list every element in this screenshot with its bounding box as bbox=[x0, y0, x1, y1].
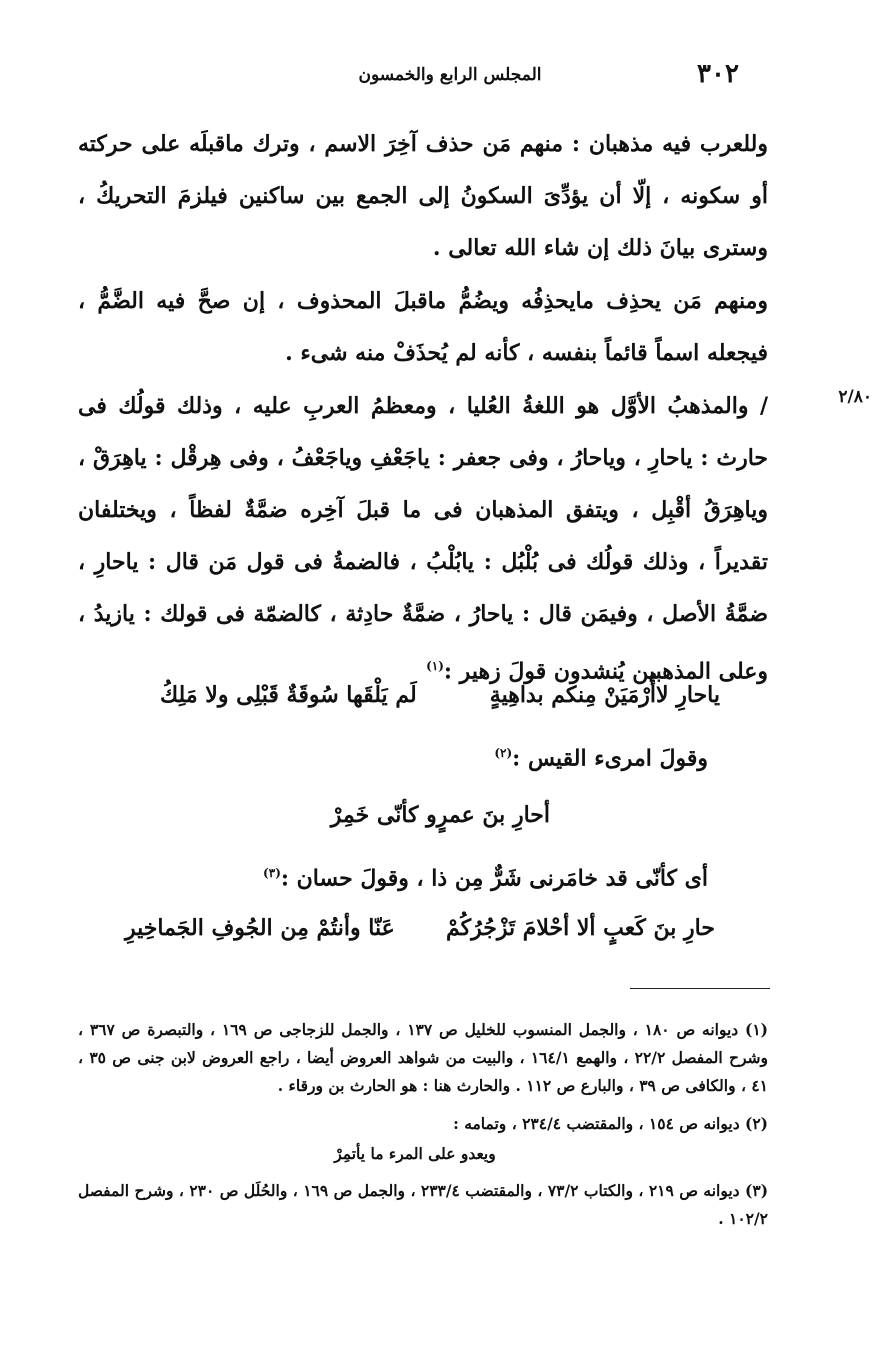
footnote-2-verse: ويعدو على المرء ما يأتمِرْ bbox=[334, 1144, 496, 1163]
page-number: ٣٠٢ bbox=[697, 59, 739, 89]
verse-intro-hassan bbox=[78, 848, 708, 903]
verse-second-hemistich: لَم يَلْقَها سُوقَةٌ قَبْلِى ولا مَلِكُ bbox=[160, 682, 417, 708]
paragraph-1: وللعرب فيه مذهبان : منهم مَن حذف آخِرَ الاسم ، وترك ماقبلَه على حركته أو سكونه ، إلّا أن يؤدِّىَ السكونُ إلى الجمع بين ساكنين فيلزمَ التحريكُ ، وسترى بيانَ ذلك إن شاء الله تعالى . bbox=[78, 131, 768, 261]
verse-imru-al-qais: أحارِ بنَ عمرٍو كأنّى خَمِرْ bbox=[330, 802, 550, 828]
footnote-marker-3: (٣) bbox=[263, 866, 281, 880]
verse-second-hemistich: عَنّا وأنتُمْ مِن الجُوفِ الجَماخِيرِ bbox=[125, 915, 395, 941]
verse-intro-text: وقولَ امرىء القيس : bbox=[512, 745, 708, 772]
footnote-2: (٢) ديوانه ص ١٥٤ ، والمقتضب ٢٣٤/٤ ، وتمامه : bbox=[453, 1114, 768, 1133]
footnote-marker-1: (١) bbox=[426, 659, 444, 673]
paragraph-3 bbox=[78, 380, 768, 697]
footnote-marker-2: (٢) bbox=[494, 746, 513, 760]
margin-reference: ٢/٨٠ bbox=[838, 387, 872, 407]
footnote-1: (١) ديوانه ص ١٨٠ ، والجمل المنسوب للخليل ص ١٣٧ ، والجمل للزجاجى ص ١٦٩ ، والتبصرة ص ٣٦٧ ، وشرح المفصل ٢٢/٢ ، والهمع ١٦٤/١ ، والبيت من شواهد العروض أيضا ، راجع العروض لابن جنى ص ٣٥ ، ٤١ ، والكافى ص ٣٩ ، والبارع ص ١١٢ . والحارث هنا : هو الحارث بن ورقاء . bbox=[78, 1020, 768, 1095]
verse-intro-imru-al-qais bbox=[78, 728, 708, 783]
running-title: المجلس الرابع والخمسون bbox=[358, 65, 542, 85]
verse-first-hemistich: ياحارِ لاأُرْمَيَنْ مِنكم بداهِيةٍ bbox=[489, 682, 720, 708]
paragraph-3-text: / والمذهبُ الأوَّل هو اللغةُ العُليا ، ومعظمُ العربِ عليه ، وذلك قولُك فى حارث : ياحارِ ، وياحارُ ، وفى جعفر : ياجَعْفِ وياجَعْفُ ، وفى هِرقْل : ياهِرَقْ ، وياهِرَقُ أقْبِل ، ويتفق المذهبان فى ما قبلَ آخِره ضمَّةٌ لفظاً ، ويختلفان تقديراً ، وذلك قولُك فى بُلْبُل : يابُلْبُ ، فالضمةُ فى قول مَن قال : ياحارِ ، ضمَّةُ الأصل ، وفيمَن قال : ياحارُ ، ضمَّةٌ حادِثة ، كالضمّة فى قولك : يازيدُ ، وعلى المذهبين يُنشدون قولَ زهير : bbox=[78, 393, 768, 685]
footnote-divider bbox=[630, 988, 770, 989]
verse-first-hemistich: حارِ بنَ كَعبٍ ألا أحْلامَ تَزْجُرُكُمْ bbox=[445, 915, 715, 941]
verse-intro-text: أى كأنّى قد خامَرنى شَرٌّ مِن ذا ، وقولَ حسان : bbox=[280, 865, 708, 892]
paragraph-2: ومنهم مَن يحذِف مايحذِفُه ويضُمُّ ماقبلَ المحذوف ، إن صحَّ فيه الضَّمُّ ، فيجعله اسماً قائماً بنفسه ، كأنه لم يُحذَفْ منه شىء . bbox=[78, 288, 768, 366]
verse-zuhair bbox=[120, 670, 720, 720]
verse-hassan bbox=[125, 903, 715, 953]
footnote-3: (٣) ديوانه ص ٢١٩ ، والكتاب ٧٣/٢ ، والمقتضب ٢٣٣/٤ ، والجمل ص ١٦٩ ، والحُلَل ص ٢٣٠ ، وشرح المفصل ١٠٢/٢ . bbox=[78, 1181, 769, 1228]
